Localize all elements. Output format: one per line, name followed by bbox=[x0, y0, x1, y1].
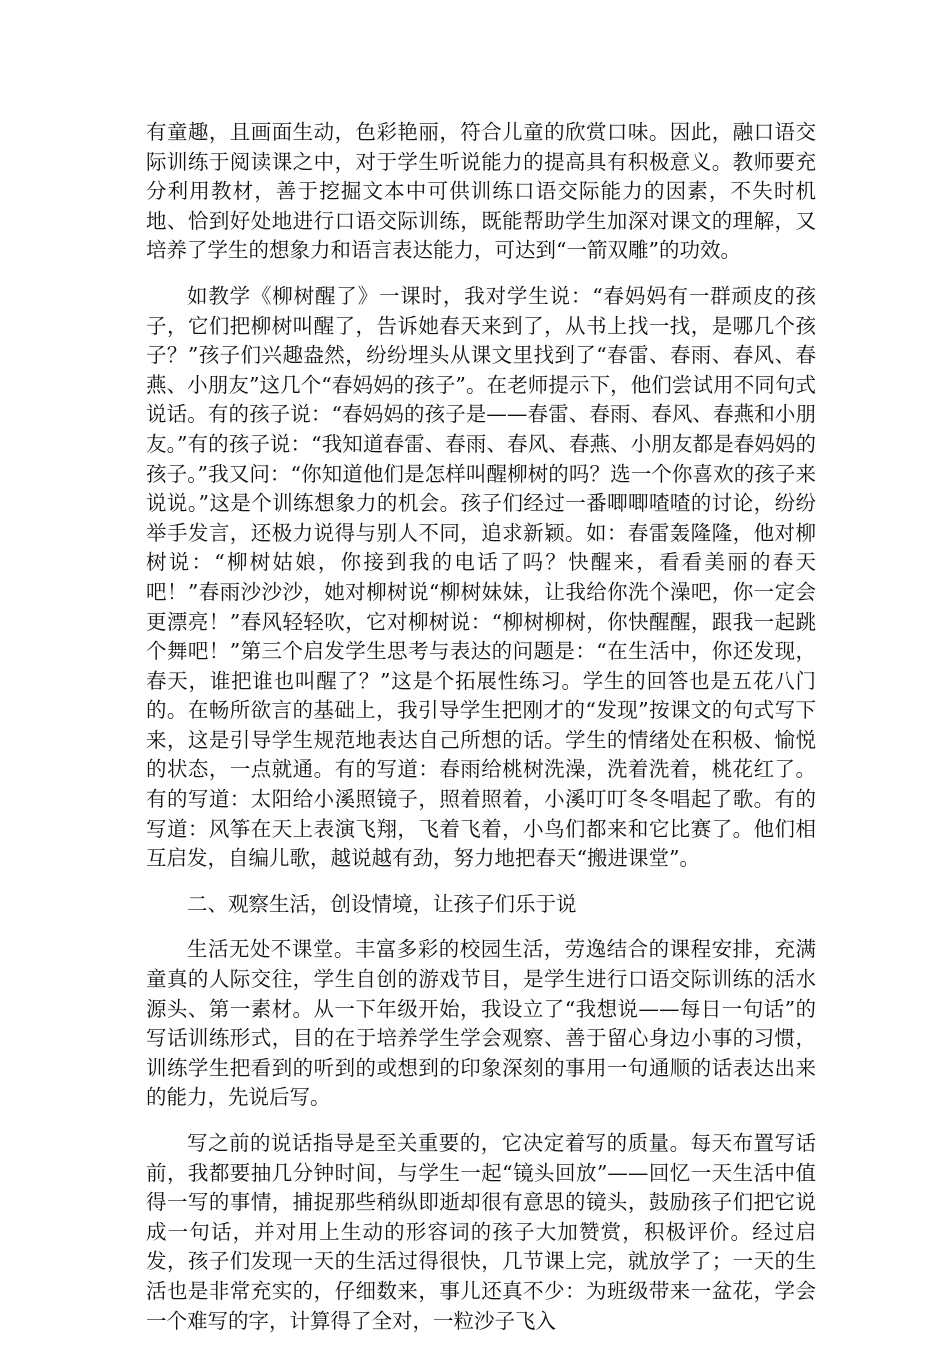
paragraph-life-classroom: 生活无处不课堂。丰富多彩的校园生活，劳逸结合的课程安排，充满童真的人际交往，学生自创的游戏节目，是学生进行口语交际训练的活水源头、第一素材。从一下年级开始，我设立了“我想说——每日一句话”的写话训练形式，目的在于培养学生学会观察、善于留心身边小事的习惯，训练学生把看到的听到的或想到的印象深刻的事用一句通顺的话表达出来的能力，先说后写。 bbox=[146, 937, 816, 1110]
paragraph-example-lesson: 如教学《柳树醒了》一课时，我对学生说：“春妈妈有一群顽皮的孩子，它们把柳树叫醒了，告诉她春天来到了，从书上找一找，是哪几个孩子？”孩子们兴趣盎然，纷纷埋头从课文里找到了“春雷、春雨、春风、春燕、小朋友”这几个“春妈妈的孩子”。在老师提示下，他们尝试用不同句式说话。有的孩子说：“春妈妈的孩子是——春雷、春雨、春风、春燕和小朋友。”有的孩子说：“我知道春雷、春雨、春风、春燕、小朋友都是春妈妈的孩子。”我又问：“你知道他们是怎样叫醒柳树的吗？选一个你喜欢的孩子来说说。”这是个训练想象力的机会。孩子们经过一番唧唧喳喳的讨论，纷纷举手发言，还极力说得与别人不同，追求新颖。如：春雷轰隆隆，他对柳树说：“柳树姑娘，你接到我的电话了吗？快醒来，看看美丽的春天吧！”春雨沙沙沙，她对柳树说“柳树妹妹，让我给你洗个澡吧，你一定会更漂亮！”春风轻轻吹，它对柳树说：“柳树柳树，你快醒醒，跟我一起跳个舞吧！”第三个启发学生思考与表达的问题是：“在生活中，你还发现，春天，谁把谁也叫醒了？”这是个拓展性练习。学生的回答也是五花八门的。在畅所欲言的基础上，我引导学生把刚才的“发现”按课文的句式写下来，这是引导学生规范地表达自己所想的话。学生的情绪处在积极、愉悦的状态，一点就通。有的写道：春雨给桃树洗澡，洗着洗着，桃花红了。有的写道：太阳给小溪照镜子，照着照着，小溪叮叮冬冬唱起了歌。有的写道：风筝在天上表演飞翔，飞着飞着，小鸟们都来和它比赛了。他们相互启发，自编儿歌，越说越有劲，努力地把春天“搬进课堂”。 bbox=[146, 283, 816, 871]
document-body bbox=[146, 118, 816, 1352]
paragraph-continuation: 有童趣，且画面生动，色彩艳丽，符合儿童的欣赏口味。因此，融口语交际训练于阅读课之中，对于学生听说能力的提高具有积极意义。教师要充分利用教材，善于挖掘文本中可供训练口语交际能力的因素，不失时机地、恰到好处地进行口语交际训练，既能帮助学生加深对课文的理解，又培养了学生的想象力和语言表达能力，可达到“一箭双雕”的功效。 bbox=[146, 120, 816, 263]
paragraph-writing-guidance: 写之前的说话指导是至关重要的，它决定着写的质量。每天布置写话前，我都要抽几分钟时间，与学生一起“镜头回放”——回忆一天生活中值得一写的事情，捕捉那些稍纵即逝却很有意思的镜头，鼓励孩子们把它说成一句话，并对用上生动的形容词的孩子大加赞赏，积极评价。经过启发，孩子们发现一天的生活过得很快，几节课上完，就放学了；一天的生活也是非常充实的，仔细数来，事儿还真不少：为班级带来一盆花，学会一个难写的字，计算得了全对，一粒沙子飞入 bbox=[146, 1131, 816, 1333]
section-heading: 二、观察生活，创设情境，让孩子们乐于说 bbox=[187, 891, 577, 916]
